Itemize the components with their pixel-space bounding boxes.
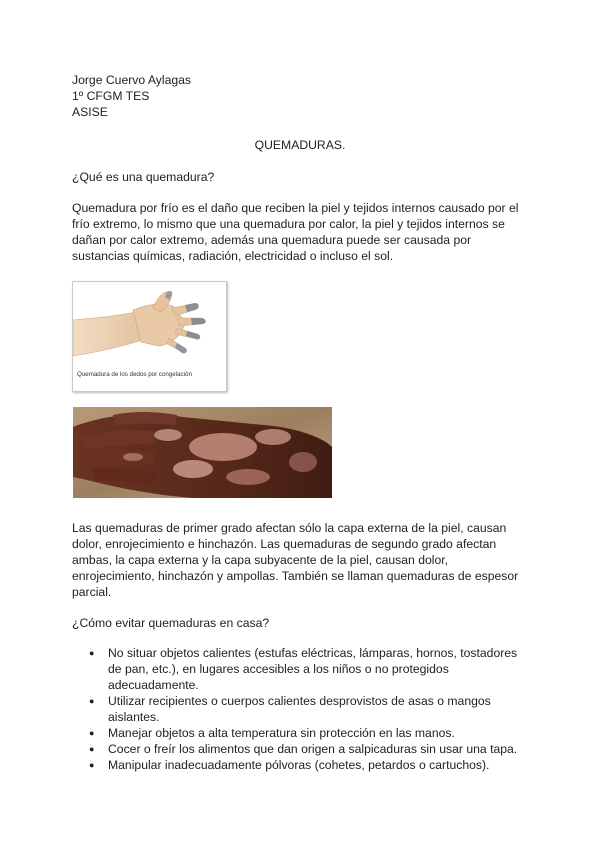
course-name: 1º CFGM TES [72, 89, 150, 103]
document-title: QUEMADURAS. [254, 138, 346, 152]
prevention-list [72, 645, 530, 773]
list-item: ● Manipular inadecuadamente pólvoras (cohetes, petardos o cartuchos). [72, 757, 530, 773]
paragraph-definition: Quemadura por frío es el daño que reciben la piel y tejidos internos causado por el frío extremo, lo mismo que una quemadura por calor, la piel y tejidos internos se dañan por calor extremo, además una quemadura puede ser causada por sustancias químicas, radiación, electricidad o incluso el sol. [72, 201, 519, 263]
list-item: ● Utilizar recipientes o cuerpos calientes desprovistos de asas o mangos aislantes. [72, 693, 530, 725]
author-name: Jorge Cuervo Aylagas [72, 73, 192, 87]
question-how-to-avoid: ¿Cómo evitar quemaduras en casa? [72, 616, 270, 630]
image-caption: Quemadura de los dedos por congelación [77, 371, 192, 378]
list-item: ● Cocer o freír los alimentos que dan origen a salpicaduras sin usar una tapa. [72, 741, 530, 757]
paragraph-burn-degrees: Las quemaduras de primer grado afectan sólo la capa externa de la piel, causan dolor, enrojecimiento e hinchazón. Las quemaduras de segundo grado afectan ambas, la capa externa y la capa subyacente de la piel, causan dolor, enrojecimiento, hinchazón y ampollas. También se llaman quemaduras de espesor parcial. [72, 521, 519, 599]
burned-hand-image [73, 407, 332, 498]
list-item: ● Manejar objetos a alta temperatura sin protección en las manos. [72, 725, 530, 741]
frostbite-hand-image [72, 281, 227, 392]
question-what-is-burn: ¿Qué es una quemadura? [72, 170, 215, 184]
burned-hand-photo [73, 407, 332, 498]
list-item: ● No situar objetos calientes (estufas eléctricas, lámparas, hornos, tostadores de pan, etc.), en lugares accesibles a los niños o no protegidos adecuadamente. [72, 645, 530, 693]
subject-name: ASISE [72, 105, 108, 119]
